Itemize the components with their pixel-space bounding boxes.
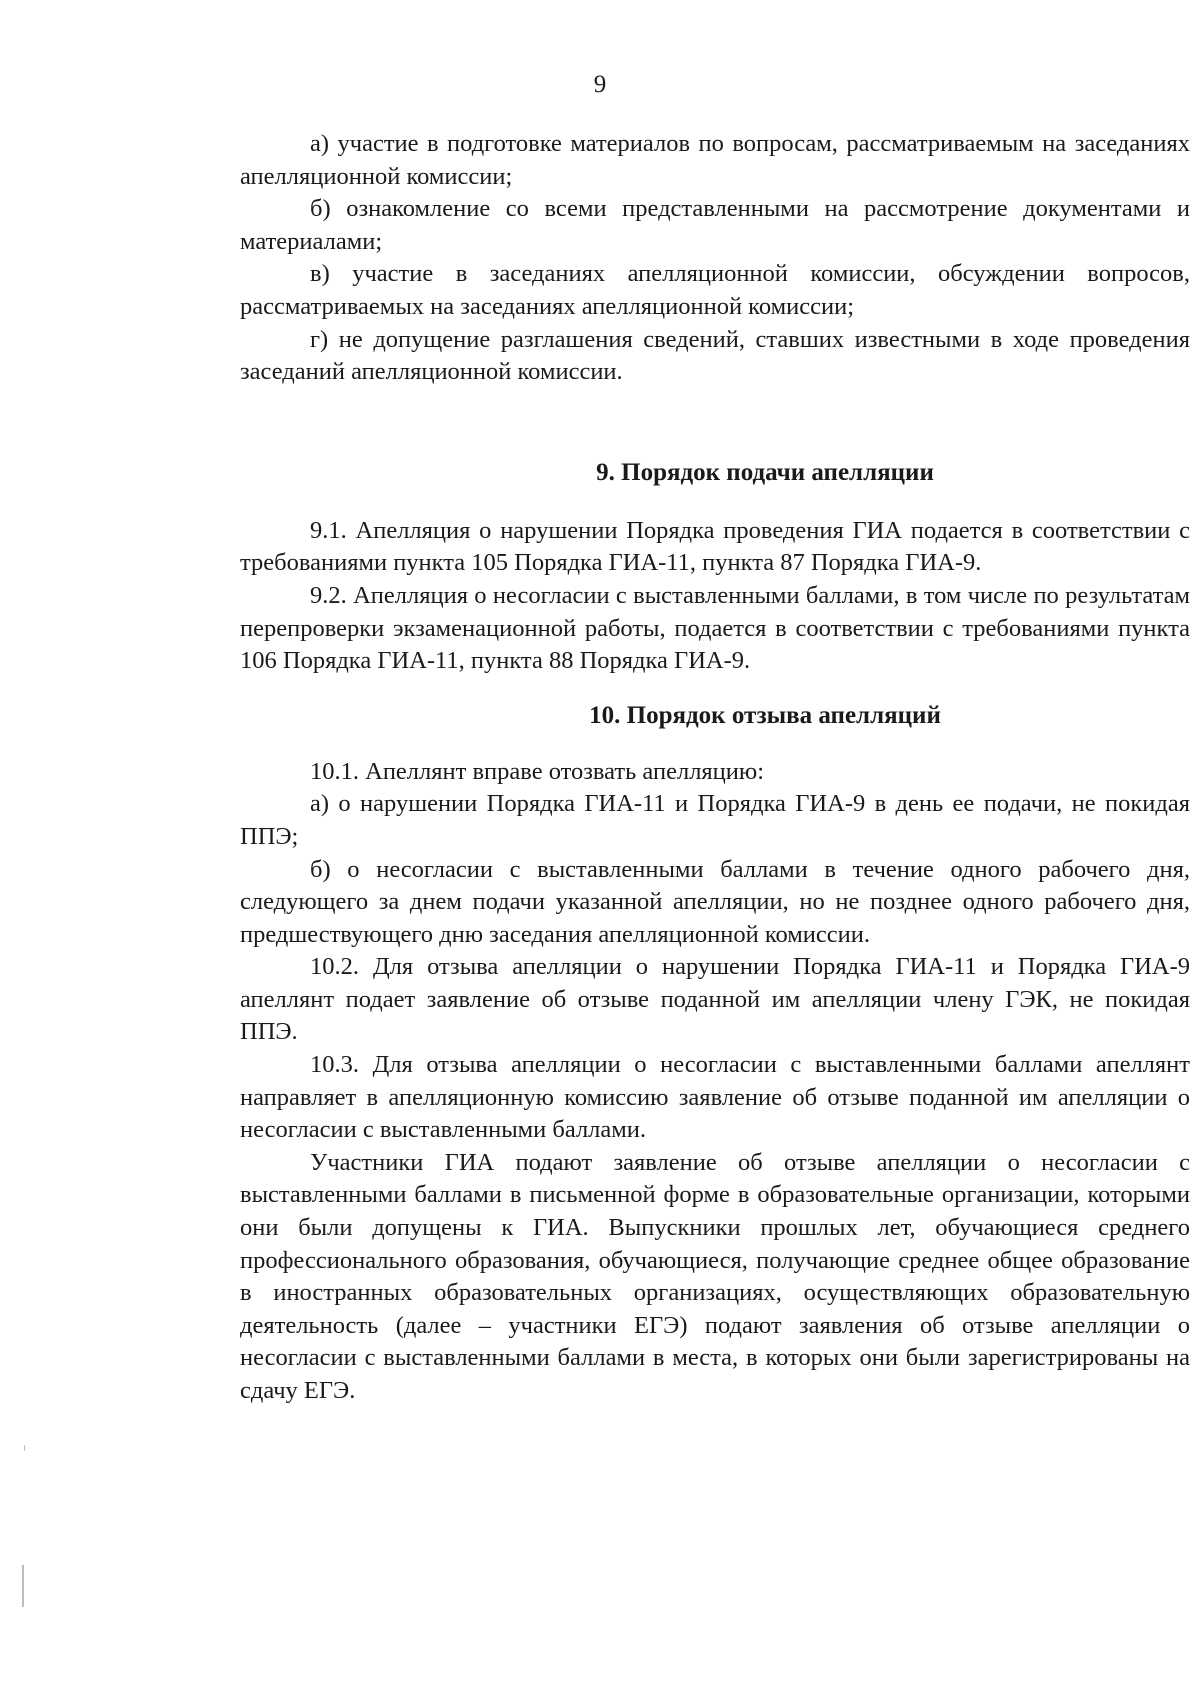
document-body [240, 128, 1190, 1408]
list-item: г) не допущение разглашения сведений, ставших известными в ходе проведения заседаний апелляционной комиссии. [240, 325, 1190, 386]
list-item: б) ознакомление со всеми представленными на рассмотрение документами и материалами; [240, 195, 1190, 255]
list-item: а) участие в подготовке материалов по вопросам, рассматриваемым на заседаниях апелляционной комиссии; [240, 130, 1190, 190]
section-10 [240, 700, 1190, 1408]
section-9 [240, 457, 1190, 678]
paragraph-10-1-b: б) о несогласии с выставленными баллами в течение одного рабочего дня, следующего за днем подачи указанной апелляции, но не позднее одного рабочего дня, предшествующего дню заседания апелляционной комиссии. [240, 855, 1190, 948]
rights-list [240, 128, 1190, 389]
section-heading-10: 10. Порядок отзыва апелляций [589, 701, 941, 729]
list-item: в) участие в заседаниях апелляционной комиссии, обсуждении вопросов, рассматриваемых на заседаниях апелляционной комиссии; [240, 260, 1190, 320]
section-heading-9: 9. Порядок подачи апелляции [596, 458, 934, 486]
paragraph-9-1: 9.1. Апелляция о нарушении Порядка проведения ГИА подается в соответствии с требованиями пункта 105 Порядка ГИА-11, пункта 87 Порядка ГИА-9. [240, 516, 1190, 577]
paragraph-10-3: 10.3. Для отзыва апелляции о несогласии с выставленными баллами апеллянт направляет в апелляционную комиссию заявление об отзыве поданной им апелляции о несогласии с выставленными баллами. [240, 1051, 1190, 1144]
paragraph-10-1: 10.1. Апеллянт вправе отозвать апелляцию: [310, 757, 765, 785]
paragraph-participants: Участники ГИА подают заявление об отзыве апелляции о несогласии с выставленными баллами в письменной форме в образовательные организации, которыми они были допущены к ГИА. Выпускники прошлых лет, обучающиеся среднего профессионального образования, обучающиеся, получающие среднее общее образование в иностранных образовательных организациях, осуществляющих образовательную деятельность (далее – участники ЕГЭ) подают заявления об отзыве апелляции о несогласии с выставленными баллами в места, в которых они были зарегистрированы на сдачу ЕГЭ. [240, 1148, 1190, 1404]
paragraph-10-1-a: а) о нарушении Порядка ГИА-11 и Порядка ГИА-9 в день ее подачи, не покидая ППЭ; [240, 790, 1190, 850]
page-number: 9 [593, 71, 607, 98]
scan-edge-mark [22, 1565, 24, 1607]
paragraph-9-2: 9.2. Апелляция о несогласии с выставленными баллами, в том числе по результатам перепроверки экзаменационной работы, подается в соответствии с требованиями пункта 106 Порядка ГИА-11, пункта 88 Порядка ГИА-9. [240, 581, 1190, 675]
paragraph-10-2: 10.2. Для отзыва апелляции о нарушении Порядка ГИА-11 и Порядка ГИА-9 апеллянт подает заявление об отзыве поданной им апелляции члену ГЭК, не покидая ППЭ. [240, 953, 1190, 1046]
scan-edge-mark [24, 1445, 25, 1451]
